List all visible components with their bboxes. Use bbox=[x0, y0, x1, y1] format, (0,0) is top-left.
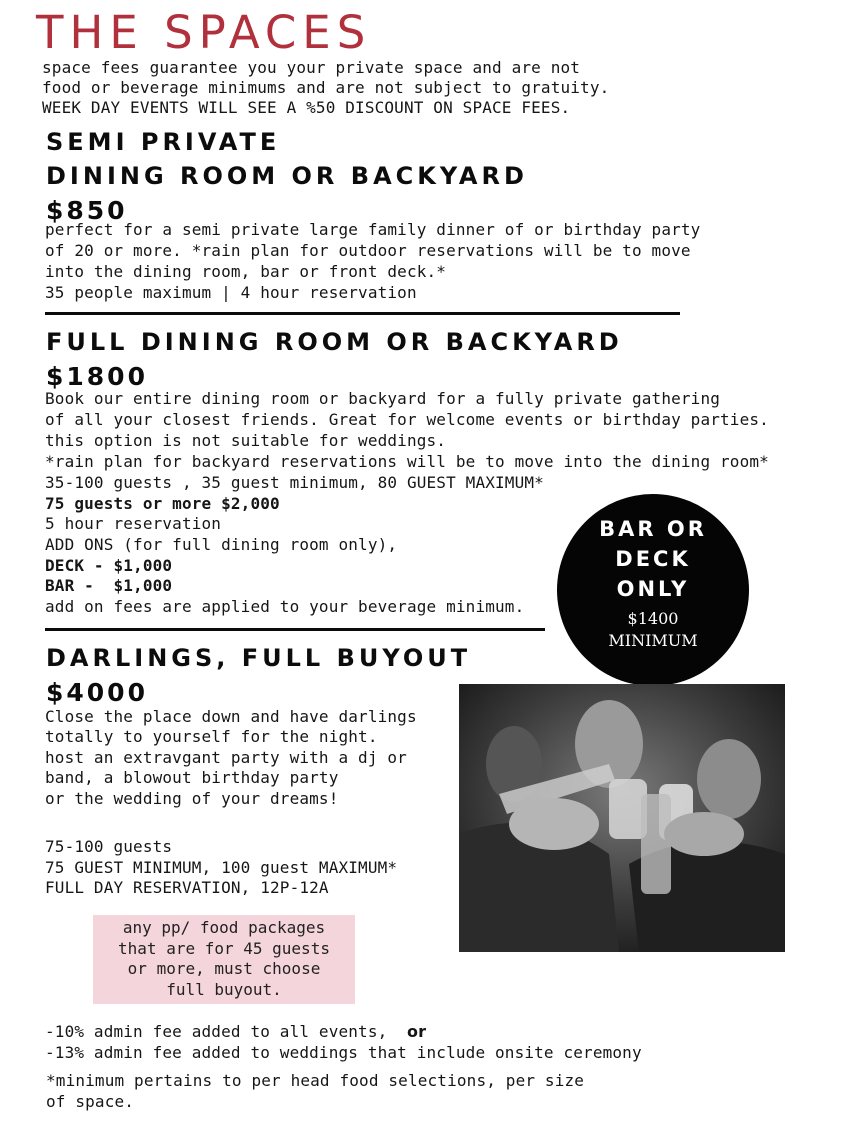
buyout-line-3: host an extravgant party with a dj or bbox=[45, 748, 407, 767]
note-line-1: any pp/ food packages bbox=[122, 918, 326, 937]
admin-fee-line-1 bbox=[45, 1022, 426, 1043]
buyout-price: $4000 bbox=[46, 678, 148, 707]
full-dining-line-4: *rain plan for backyard reservations will be to move into the dining room* bbox=[45, 452, 769, 471]
buyout-line-5: or the wedding of your dreams! bbox=[45, 789, 339, 808]
full-dining-line-7: ADD ONS (for full dining room only), bbox=[45, 535, 398, 554]
bar-deck-badge bbox=[557, 494, 749, 686]
buyout-line-8: FULL DAY RESERVATION, 12P-12A bbox=[45, 878, 329, 897]
bar-deck-price: $1400 bbox=[627, 609, 679, 628]
semi-private-line-4: 35 people maximum | 4 hour reservation bbox=[45, 283, 417, 302]
addon-deck: DECK - $1,000 bbox=[45, 556, 173, 575]
full-dining-line-6: 5 hour reservation bbox=[45, 514, 222, 533]
bar-deck-minimum-label: MINIMUM bbox=[608, 631, 698, 650]
addon-note: add on fees are applied to your beverage minimum. bbox=[45, 597, 525, 616]
semi-private-line-3: into the dining room, bar or front deck.* bbox=[45, 262, 447, 281]
full-dining-line-2: of all your closest friends. Great for welcome events or birthday parties. bbox=[45, 410, 769, 429]
food-package-note bbox=[93, 915, 355, 1004]
semi-private-heading: SEMI PRIVATE bbox=[46, 128, 281, 156]
bar-deck-heading-line-2: DECK bbox=[615, 547, 691, 571]
full-dining-bold-line: 75 guests or more $2,000 bbox=[45, 494, 280, 513]
semi-private-line-1: perfect for a semi private large family dinner of or birthday party bbox=[45, 220, 701, 239]
semi-private-subheading: DINING ROOM OR BACKYARD bbox=[46, 162, 528, 190]
full-dining-heading: FULL DINING ROOM OR BACKYARD bbox=[46, 328, 623, 356]
intro-line-1: space fees guarantee you your private space and are not bbox=[42, 58, 581, 77]
bar-deck-heading-line-3: ONLY bbox=[616, 577, 690, 601]
semi-private-price: $850 bbox=[46, 196, 128, 225]
semi-private-line-2: of 20 or more. *rain plan for outdoor reservations will be to move bbox=[45, 241, 691, 260]
buyout-line-1: Close the place down and have darlings bbox=[45, 707, 417, 726]
full-dining-line-3: this option is not suitable for weddings. bbox=[45, 431, 447, 450]
full-dining-line-5: 35-100 guests , 35 guest minimum, 80 GUEST MAXIMUM* bbox=[45, 473, 544, 492]
bar-deck-heading-line-1: BAR OR bbox=[599, 517, 707, 541]
intro-line-3: WEEK DAY EVENTS WILL SEE A %50 DISCOUNT ON SPACE FEES. bbox=[42, 98, 571, 117]
buyout-heading: DARLINGS, FULL BUYOUT bbox=[46, 644, 472, 672]
page-title: THE SPACES bbox=[36, 6, 372, 59]
minimum-note-line-1: *minimum pertains to per head food selections, per size bbox=[46, 1071, 585, 1090]
full-dining-price: $1800 bbox=[46, 362, 148, 391]
minimum-note-line-2: of space. bbox=[46, 1092, 135, 1111]
section-divider bbox=[45, 628, 545, 631]
buyout-line-2: totally to yourself for the night. bbox=[45, 727, 378, 746]
admin-fee-events: -10% admin fee added to all events, bbox=[45, 1022, 388, 1041]
bar-deck-heading bbox=[557, 514, 749, 604]
buyout-line-7: 75 GUEST MINIMUM, 100 guest MAXIMUM* bbox=[45, 858, 398, 877]
section-divider bbox=[45, 312, 680, 315]
addon-bar: BAR - $1,000 bbox=[45, 576, 173, 595]
admin-fee-line-2: -13% admin fee added to weddings that include onsite ceremony bbox=[45, 1043, 642, 1062]
bar-deck-minimum bbox=[557, 608, 749, 652]
full-dining-line-1: Book our entire dining room or backyard for a fully private gathering bbox=[45, 389, 721, 408]
admin-fee-or: or bbox=[406, 1022, 427, 1041]
buyout-line-6: 75-100 guests bbox=[45, 837, 173, 856]
note-line-2: that are for 45 guests bbox=[118, 938, 330, 958]
intro-line-2: food or beverage minimums and are not subject to gratuity. bbox=[42, 78, 610, 97]
party-photo bbox=[459, 684, 785, 952]
buyout-line-4: band, a blowout birthday party bbox=[45, 768, 339, 787]
note-line-3: or more, must choose bbox=[127, 959, 321, 979]
note-line-4: full buyout. bbox=[166, 979, 282, 999]
